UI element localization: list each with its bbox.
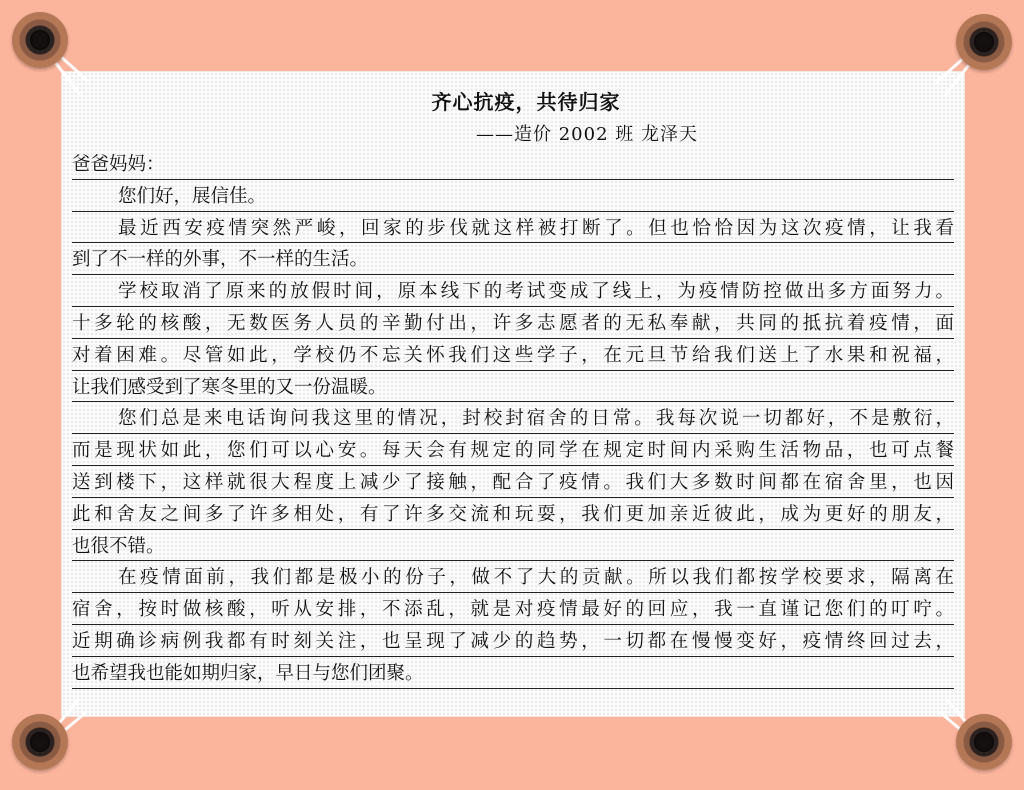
pin-bottom-left-icon bbox=[12, 714, 68, 770]
body-line: 最近西安疫情突然严峻，回家的步伐就这样被打断了。但也恰恰因为这次疫情，让我看 bbox=[72, 212, 954, 244]
body-line: 而是现状如此，您们可以心安。每天会有规定的同学在规定时间内采购生活物品，也可点餐 bbox=[72, 434, 954, 466]
body-line: 也希望我也能如期归家，早日与您们团聚。 bbox=[72, 657, 954, 689]
body-line: 您们总是来电话询问我这里的情况，封校封宿舍的日常。我每次说一切都好，不是敷衍， bbox=[72, 402, 954, 434]
pin-bottom-right-icon bbox=[956, 714, 1012, 770]
greeting-line: 您们好，展信佳。 bbox=[72, 180, 954, 212]
body-line: 宿舍，按时做核酸，听从安排，不添乱，就是对疫情最好的回应，我一直谨记您们的叮咛。 bbox=[72, 593, 954, 625]
body-line: 也很不错。 bbox=[72, 530, 954, 562]
body-line: 近期确诊病例我都有时刻关注，也呈现了减少的趋势，一切都在慢慢变好，疫情终回过去， bbox=[72, 625, 954, 657]
pin-top-right-icon bbox=[956, 14, 1012, 70]
body-line: 送到楼下，这样就很大程度上减少了接触，配合了疫情。我们大多数时间都在宿舍里，也因 bbox=[72, 466, 954, 498]
salutation-line: 爸爸妈妈： bbox=[72, 148, 954, 180]
letter-byline: ——造价 2002 班 龙泽天 bbox=[476, 124, 698, 145]
pin-top-left-icon bbox=[12, 12, 68, 68]
letter-body bbox=[72, 148, 954, 689]
body-line: 对着困难。尽管如此，学校仍不忘关怀我们这些学子，在元旦节给我们送上了水果和祝福， bbox=[72, 339, 954, 371]
body-line: 到了不一样的外事，不一样的生活。 bbox=[72, 243, 954, 275]
body-line: 此和舍友之间多了许多相处，有了许多交流和玩耍，我们更加亲近彼此，成为更好的朋友， bbox=[72, 498, 954, 530]
letter-title: 齐心抗疫，共待归家 bbox=[431, 90, 621, 114]
body-line: 学校取消了原来的放假时间，原本线下的考试变成了线上，为疫情防控做出多方面努力。 bbox=[72, 275, 954, 307]
body-line: 十多轮的核酸，无数医务人员的辛勤付出，许多志愿者的无私奉献，共同的抵抗着疫情，面 bbox=[72, 307, 954, 339]
body-line: 在疫情面前，我们都是极小的份子，做不了大的贡献。所以我们都按学校要求，隔离在 bbox=[72, 561, 954, 593]
body-line: 让我们感受到了寒冬里的又一份温暖。 bbox=[72, 371, 954, 403]
